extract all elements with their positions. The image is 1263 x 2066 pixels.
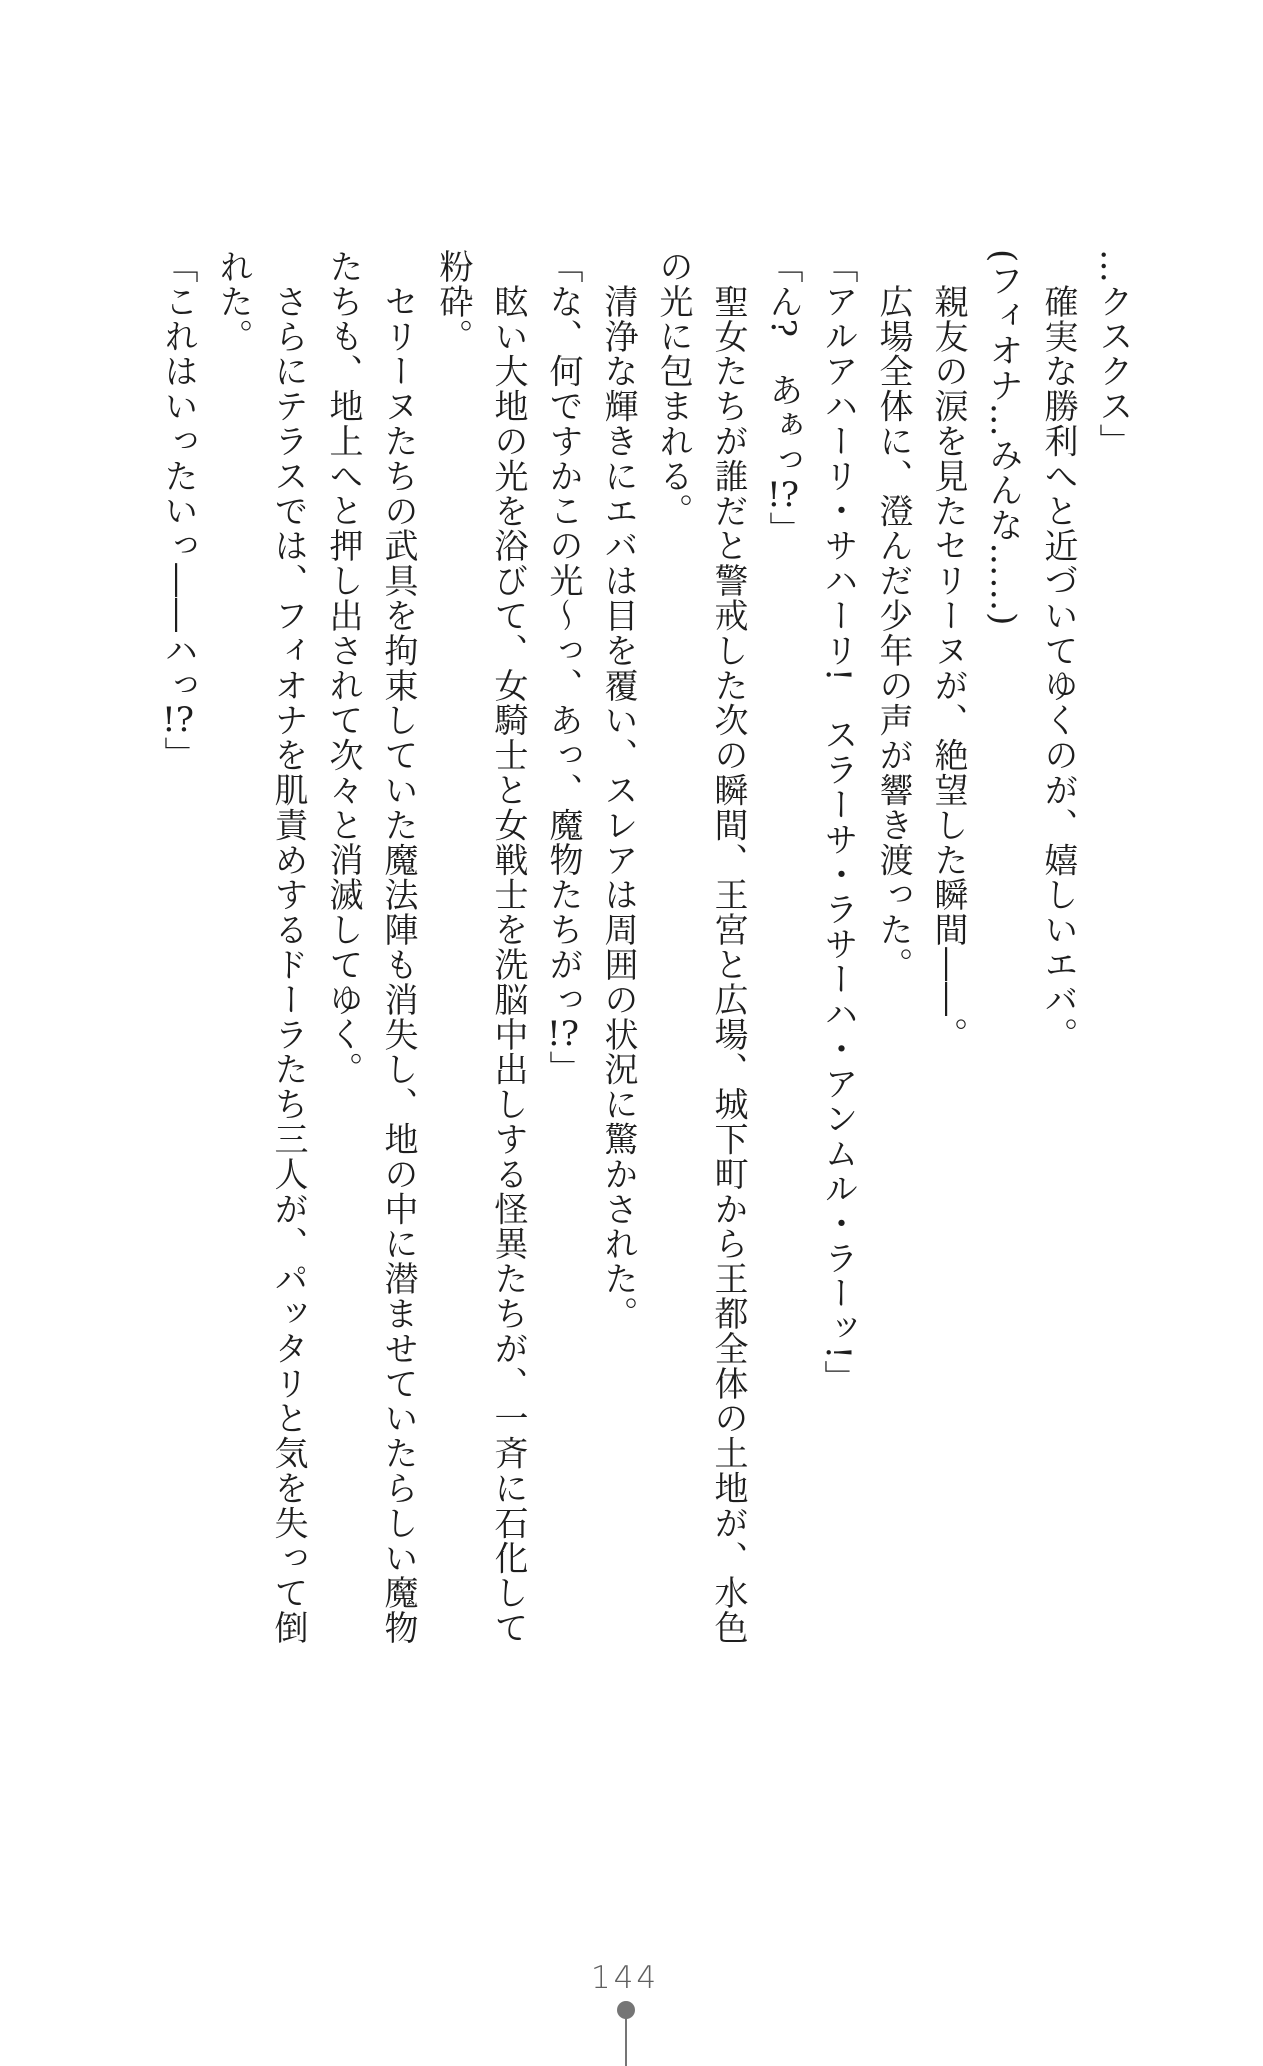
text-line: 「アルアハーリ・サハーリ! スラーサ・ラサーハ・アンムル・ラーッ!」	[818, 249, 858, 1395]
text-line: 確実な勝利へと近づいてゆくのが、嬉しいエバ。	[1038, 284, 1078, 1052]
text-line: 清浄な輝きにエバは目を覆い、スレアは周囲の状況に驚かされた。	[598, 284, 638, 1331]
text-line: 「な、何ですかこの光～っ、あっ、魔物たちがっ!?」	[543, 249, 583, 1086]
text-block	[148, 249, 1140, 1653]
page-number: 144	[590, 1960, 660, 1996]
text-line: 「これはいったいっ――ハっ!?」	[158, 249, 198, 772]
text-line: (フィオナ…みんな……)	[983, 249, 1023, 627]
footer-ornament-line	[625, 2017, 627, 2066]
tate-chu-yoko-exclamation-question: !?	[547, 1016, 579, 1051]
text-line: れた。	[213, 249, 253, 354]
text-line: …クスクス」	[1093, 249, 1133, 459]
text-line: 聖女たちが誰だと警戒した次の瞬間、王宮と広場、城下町から王都全体の土地が、水色	[708, 284, 748, 1646]
text-line: セリーヌたちの武具を拘束していた魔法陣も消失し、地の中に潜ませていたらしい魔物	[378, 284, 418, 1646]
tate-chu-yoko-exclamation-question: !?	[162, 702, 194, 737]
text-line: さらにテラスでは、フィオナを肌責めするドーラたち三人が、パッタリと気を失って倒	[268, 284, 308, 1646]
text-line: 眩い大地の光を浴びて、女騎士と女戦士を洗脳中出しする怪異たちが、一斉に石化して	[488, 284, 528, 1646]
text-line: 広場全体に、澄んだ少年の声が響き渡った。	[873, 284, 913, 982]
text-line: 粉砕。	[433, 249, 473, 354]
text-line: 親友の涙を見たセリーヌが、絶望した瞬間――。	[928, 284, 968, 1052]
text-line: の光に包まれる。	[653, 249, 693, 529]
tate-chu-yoko-exclamation-question: !?	[767, 477, 799, 512]
text-line: たちも、地上へと押し出されて次々と消滅してゆく。	[323, 249, 363, 1087]
text-line: 「ん? あぁっ!?」	[763, 249, 803, 547]
